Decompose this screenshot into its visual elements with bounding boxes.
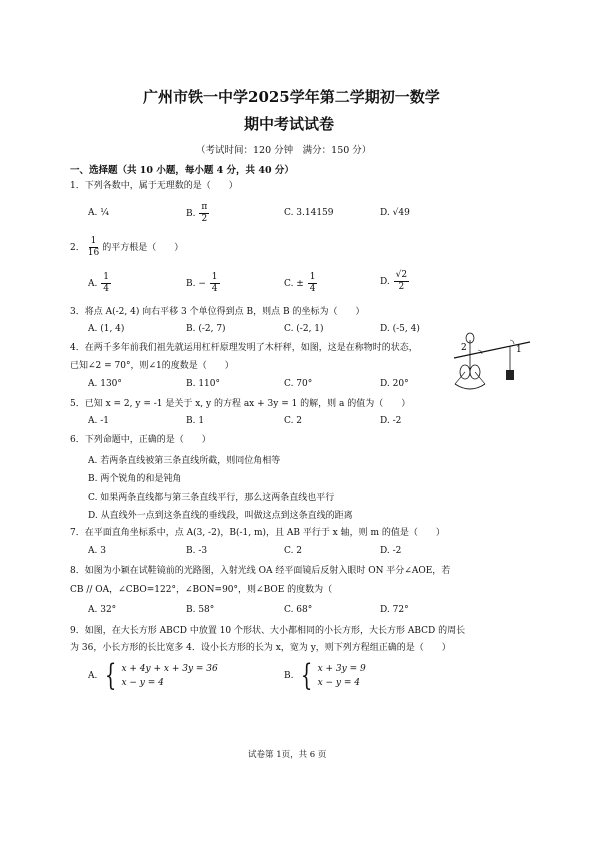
question-4-stem-2: 已知∠2 = 70°，则∠1的度数是（ ） xyxy=(70,361,234,371)
question-1-stem: 1．下列各数中，属于无理数的是（ ） xyxy=(70,181,238,191)
q6-option-b: B. 两个锐角的和是钝角 xyxy=(88,474,182,484)
q7-option-b: B. -3 xyxy=(186,546,208,556)
question-6-stem: 6．下列命题中，正确的是（ ） xyxy=(70,435,211,445)
q7-option-c: C. 2 xyxy=(284,546,303,556)
q8-option-b: B. 58° xyxy=(186,605,215,615)
q3-option-c: C. (-2, 1) xyxy=(284,324,324,334)
q5-option-b: B. 1 xyxy=(186,416,205,426)
question-7-stem: 7．在平面直角坐标系中，点 A(3, -2)，B(-1, m)，且 AB 平行于 x 轴，则 m 的值是（ ） xyxy=(70,528,445,538)
q2-option-d: D. $\frac{√2}{2}$ xyxy=(380,270,408,292)
q3-option-d: D. (-5, 4) xyxy=(380,324,420,334)
q1-option-a: A. ¼ xyxy=(88,208,109,218)
q1-option-c: C. 3.14159 xyxy=(284,208,334,218)
q9-option-b: B. { x + 3y = 9 x − y = 4 xyxy=(284,658,366,693)
q5-option-d: D. -2 xyxy=(380,416,402,426)
question-2-stem: 2． $\frac{1}{16}$ 的平方根是（ ） xyxy=(70,236,184,258)
question-8-stem-2: CB // OA，∠CBO=122°，∠BON=90°，则∠BOE 的度数为（ xyxy=(70,585,351,595)
question-9-stem-2: 为 36，小长方形的长比宽多 4．设小长方形的长为 x，宽为 y，则下列方程组正确的是（ ） xyxy=(70,643,451,653)
q8-option-a: A. 32° xyxy=(88,605,117,615)
page-subtitle: 期中考试试卷 xyxy=(244,115,335,133)
q2-option-a: A. $\frac{1}{4}$ xyxy=(88,272,109,294)
question-5-stem: 5．已知 x = 2, y = -1 是关于 x, y 的方程 ax + 3y = 1 的解，则 a 的值为（ ） xyxy=(70,399,411,409)
exam-info: （考试时间：120 分钟 满分：150 分） xyxy=(196,145,372,156)
page-title: 广州市铁一中学2025学年第二学期初一数学 xyxy=(143,88,440,106)
q6-option-a: A. 若两条直线被第三条直线所截，则同位角相等 xyxy=(88,456,281,466)
q5-option-c: C. 2 xyxy=(284,416,303,426)
q7-option-a: A. 3 xyxy=(88,546,106,556)
q8-option-c: C. 68° xyxy=(284,605,313,615)
q7-option-d: D. -2 xyxy=(380,546,402,556)
page-footer: 试卷第 1页，共 6 页 xyxy=(248,750,327,760)
section-heading: 一、选择题（共 10 小题，每小题 4 分，共 40 分） xyxy=(70,165,294,176)
q2-option-c: C. ± $\frac{1}{4}$ xyxy=(284,272,316,294)
q5-option-a: A. -1 xyxy=(88,416,109,426)
q1-option-d: D. √49 xyxy=(380,208,410,218)
q3-option-a: A. (1, 4) xyxy=(88,324,125,334)
q6-option-d: D. 从直线外一点到这条直线的垂线段，叫做这点到这条直线的距离 xyxy=(88,511,353,521)
q3-option-b: B. (-2, 7) xyxy=(186,324,226,334)
q6-option-c: C. 如果两条直线都与第三条直线平行，那么这两条直线也平行 xyxy=(88,493,335,503)
figure-label-2: 2 xyxy=(461,343,467,353)
q8-option-d: D. 72° xyxy=(380,605,409,615)
q9-option-a: A. { x + 4y + x + 3y = 36 x − y = 4 xyxy=(88,658,218,693)
question-4-stem: 4．在两千多年前我们祖先就运用杠杆原理发明了木杆秤，如图，这是在称物时的状态， xyxy=(70,343,418,353)
steelyard-figure xyxy=(452,330,532,392)
figure-label-1: 1 xyxy=(516,345,522,355)
question-3-stem: 3．将点 A(-2, 4) 向右平移 3 个单位得到点 B，则点 B 的坐标为（ ） xyxy=(70,307,365,317)
q4-option-c: C. 70° xyxy=(284,379,313,389)
question-8-stem: 8．如图为小颖在试鞋镜前的光路图，入射光线 OA 经平面镜后反射入眼时 ON 平分∠AOE，若 xyxy=(70,566,451,576)
q1-option-b: B. $\frac{\pi}{2}$ xyxy=(186,202,208,224)
question-9-stem: 9．如图，在大长方形 ABCD 中放置 10 个形状、大小都相同的小长方形，大长方形 ABCD 的周长 xyxy=(70,626,466,636)
q4-option-a: A. 130° xyxy=(88,379,122,389)
q2-option-b: B. − $\frac{1}{4}$ xyxy=(186,272,218,294)
q4-option-d: D. 20° xyxy=(380,379,409,389)
q4-option-b: B. 110° xyxy=(186,379,221,389)
